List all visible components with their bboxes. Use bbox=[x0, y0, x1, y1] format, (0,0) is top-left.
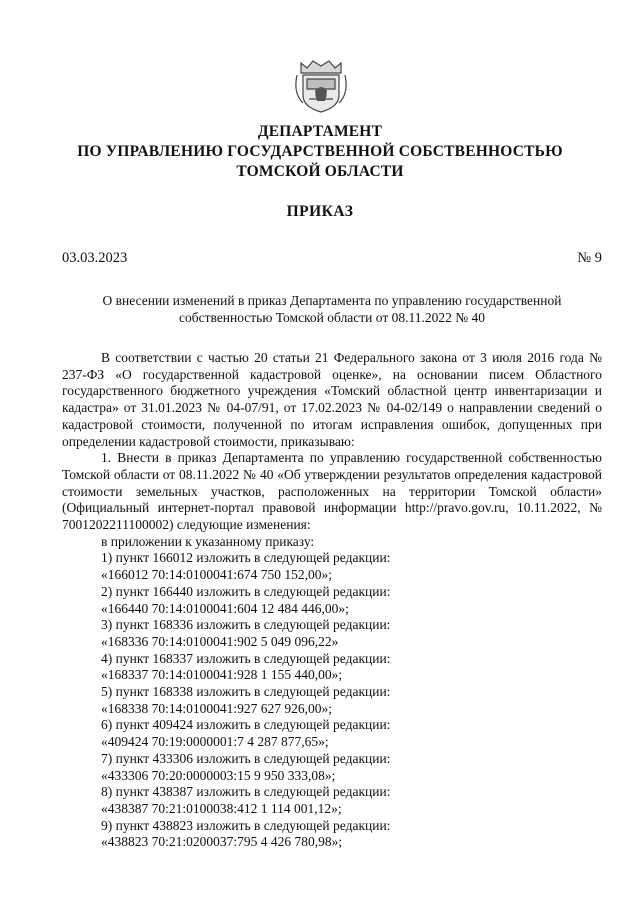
amendment-text: «409424 70:19:0000001:7 4 287 877,65»; bbox=[101, 734, 329, 750]
amendment-item: 2) пункт 166440 изложить в следующей редакции: bbox=[101, 583, 391, 599]
amendment-text: «438823 70:21:0200037:795 4 426 780,98»; bbox=[101, 834, 343, 850]
header-line-2: ПО УПРАВЛЕНИЮ ГОСУДАРСТВЕННОЙ СОБСТВЕННОСТЬЮ bbox=[77, 143, 563, 160]
amendment-item: 4) пункт 168337 изложить в следующей редакции: bbox=[101, 650, 391, 666]
amendment-text: «168337 70:14:0100041:928 1 155 440,00»; bbox=[101, 667, 343, 683]
amendment-item: 5) пункт 168338 изложить в следующей редакции: bbox=[101, 684, 391, 700]
department-header bbox=[0, 122, 640, 182]
subject-line-1: О внесении изменений в приказ Департамента по управлению государственной bbox=[102, 293, 562, 308]
amendment-item: 6) пункт 409424 изложить в следующей редакции: bbox=[101, 717, 391, 733]
amendment-item: 1) пункт 166012 изложить в следующей редакции: bbox=[101, 550, 391, 566]
order-date: 03.03.2023 bbox=[62, 250, 128, 266]
amendment-item: 7) пункт 433306 изложить в следующей редакции: bbox=[101, 750, 391, 766]
coat-of-arms-emblem bbox=[295, 55, 347, 115]
amendment-item: 9) пункт 438823 изложить в следующей редакции: bbox=[101, 817, 391, 833]
appendix-intro: в приложении к указанному приказу: bbox=[101, 533, 315, 549]
header-line-1: ДЕПАРТАМЕНТ bbox=[257, 123, 383, 140]
order-number: № 9 bbox=[577, 250, 602, 266]
amendment-text: «166012 70:14:0100041:674 750 152,00»; bbox=[101, 567, 333, 583]
subject-line-2: собственностью Томской области от 08.11.2022 № 40 bbox=[178, 310, 486, 325]
amendment-text: «168338 70:14:0100041:927 627 926,00»; bbox=[101, 700, 333, 716]
amendment-item: 8) пункт 438387 изложить в следующей редакции: bbox=[101, 784, 391, 800]
item-1-paragraph: 1. Внести в приказ Департамента по управлению государственной собственностью Томской области от 08.11.2022 № 40 «Об утверждении результатов определения кадастровой стоимости земельных участков, расположенных на территории Томской области» (Официальный интернет-портал правовой информации http://pravo.gov.ru, 10.11.2022, № 7001202211100002) следующие изменения: bbox=[62, 450, 602, 533]
header-line-3: ТОМСКОЙ ОБЛАСТИ bbox=[236, 163, 404, 180]
preamble-paragraph: В соответствии с частью 20 статьи 21 Федерального закона от 3 июля 2016 года № 237-ФЗ «О государственной кадастровой оценке», на основании писем Областного государственного бюджетного учреждения «Томский областной центр инвентаризации и кадастра» от 31.01.2023 № 04-07/91, от 17.02.2023 № 04-02/149 о направлении сведений о кадастровой стоимости, полученной по итогам исправления ошибок, допущенных при определении кадастровой стоимости, приказываю: bbox=[62, 350, 602, 449]
amendment-text: «438387 70:21:0100038:412 1 114 001,12»; bbox=[101, 800, 342, 816]
amendments-list bbox=[62, 534, 602, 851]
amendment-text: «433306 70:20:0000003:15 9 950 333,08»; bbox=[101, 767, 336, 783]
order-body bbox=[62, 350, 602, 851]
amendment-item: 3) пункт 168336 изложить в следующей редакции: bbox=[101, 617, 391, 633]
order-subject bbox=[62, 292, 602, 326]
document-type: ПРИКАЗ bbox=[286, 203, 354, 220]
amendment-text: «168336 70:14:0100041:902 5 049 096,22» bbox=[101, 633, 339, 649]
amendment-text: «166440 70:14:0100041:604 12 484 446,00»; bbox=[101, 600, 349, 616]
